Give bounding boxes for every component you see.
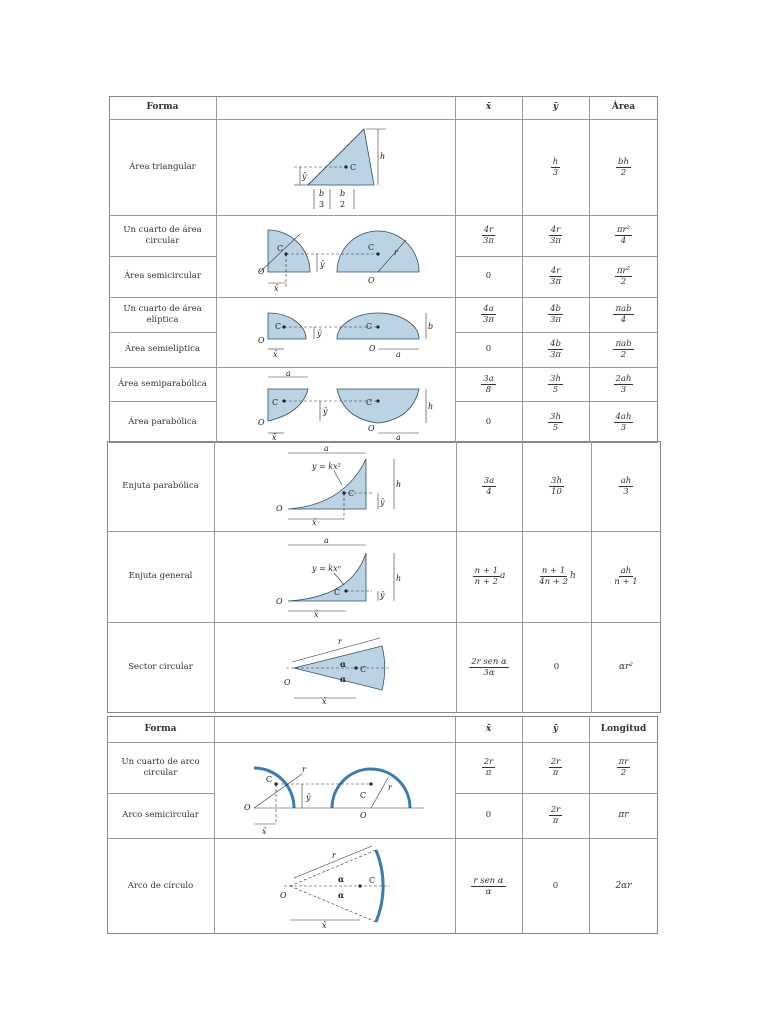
svg-text:r: r: [394, 248, 398, 257]
lines-header-length: Longitud: [600, 723, 647, 734]
svg-text:O: O: [276, 597, 283, 606]
semicircle-ybar: $\frac{4r}{3\pi}$: [550, 266, 561, 287]
svg-text:b: b: [340, 189, 346, 198]
quarter-arc-xbar: $\frac{2r}{\pi}$: [483, 757, 494, 778]
quarter-circle-area: $\frac{\text{πr²}}{4}$: [616, 225, 631, 246]
row-name-quarter-circle: Un cuarto de área circular: [123, 224, 202, 246]
parabolic-spandrel-ybar: $\frac{3h}{10}$: [551, 475, 562, 497]
diagram-parabolic-areas: [216, 367, 455, 443]
svg-text:y = kx²: y = kx²: [312, 462, 341, 471]
svg-text:x̄: x̄: [274, 284, 279, 293]
semicircular-arc-ybar: $\frac{2r}{\pi}$: [550, 805, 561, 826]
svg-text:r: r: [338, 637, 342, 646]
svg-text:b: b: [428, 322, 434, 331]
svg-text:O: O: [360, 811, 367, 820]
svg-text:ȳ: ȳ: [380, 498, 385, 507]
svg-text:O: O: [258, 418, 265, 427]
row-name-semiparabolic: Área semiparabólica: [118, 378, 207, 389]
svg-text:a: a: [324, 444, 329, 453]
row-name-quarter-ellipse: Un cuarto de área elíptica: [123, 303, 202, 325]
semicircle-area: $\frac{\text{πr²}}{2}$: [616, 266, 631, 287]
row-name-semicircle: Área semicircular: [124, 271, 201, 281]
svg-text:C: C: [366, 398, 373, 407]
svg-text:C: C: [277, 244, 284, 253]
row-name-circular-sector: Sector circular: [128, 662, 193, 672]
svg-text:O: O: [369, 344, 376, 353]
circle-arc-length: 2αr: [615, 880, 632, 891]
svg-text:ȳ: ȳ: [302, 172, 307, 181]
svg-text:x̄: x̄: [322, 921, 327, 930]
circular-sector-xbar: $\frac{\text{2r sen α}}{3\alpha}$: [471, 657, 507, 678]
row-name-quarter-arc: Un cuarto de arco circular: [121, 756, 200, 778]
svg-text:h: h: [396, 574, 402, 583]
circular-sector-area: αr²: [619, 662, 633, 672]
svg-text:ȳ: ȳ: [306, 793, 311, 802]
svg-text:C: C: [348, 489, 355, 498]
svg-text:h: h: [428, 402, 434, 411]
svg-text:h: h: [396, 480, 402, 489]
semiparabolic-ybar: $\frac{3h}{5}$: [550, 373, 561, 395]
parabolic-area: $\frac{4ah}{3}$: [615, 411, 632, 433]
row-name-general-spandrel: Enjuta general: [128, 571, 193, 581]
diagram-arc-of-circle: [214, 838, 455, 934]
semiellipse-area: $\frac{\text{πab}}{2}$: [615, 339, 632, 360]
svg-text:r: r: [332, 851, 336, 860]
svg-text:x̄: x̄: [272, 433, 277, 442]
row-name-circle-arc: Arco de círculo: [127, 880, 194, 891]
diagram-general-spandrel: [214, 531, 456, 622]
svg-text:α: α: [340, 659, 347, 669]
svg-text:O: O: [276, 504, 283, 513]
quarter-ellipse-xbar: $\frac{4a}{3\pi}$: [483, 304, 494, 325]
general-spandrel-area: $\frac{ah}{n + 1}$: [614, 566, 638, 587]
row-name-parabolic: Área parabólica: [128, 416, 197, 427]
circular-sector-ybar: 0: [553, 662, 560, 672]
diagram-circle-areas: [216, 215, 455, 297]
semiparabolic-xbar: $\frac{3a}{8}$: [483, 373, 494, 395]
svg-text:C: C: [272, 398, 279, 407]
semicircular-arc-length: πr: [618, 810, 629, 820]
diagram-circular-sector: [214, 622, 456, 713]
row-name-semiellipse: Área semielíptica: [124, 344, 201, 354]
svg-text:a: a: [396, 350, 401, 359]
svg-text:b: b: [319, 189, 325, 198]
svg-text:ȳ: ȳ: [380, 591, 385, 600]
header-xbar: x̄: [485, 102, 492, 112]
svg-text:2: 2: [340, 200, 346, 209]
svg-text:ȳ: ȳ: [317, 329, 322, 338]
svg-text:C: C: [360, 665, 367, 674]
row-name-triangular: Área triangular: [129, 161, 196, 172]
svg-text:C: C: [360, 791, 367, 800]
svg-text:O: O: [368, 424, 375, 433]
quarter-arc-ybar: $\frac{2r}{\pi}$: [550, 757, 561, 778]
svg-text:x̄: x̄: [273, 350, 278, 359]
semicircular-arc-xbar: 0: [485, 810, 492, 820]
parabolic-spandrel-xbar: $\frac{3a}{4}$: [483, 475, 495, 497]
svg-text:O: O: [368, 276, 375, 285]
svg-text:x̄: x̄: [314, 610, 319, 619]
svg-text:O: O: [280, 891, 287, 900]
svg-text:ȳ: ȳ: [323, 407, 328, 416]
svg-text:x̄: x̄: [322, 697, 327, 706]
svg-text:3: 3: [319, 200, 325, 209]
diagram-ellipse-areas: [216, 297, 455, 367]
row-name-parabolic-spandrel: Enjuta parabólica: [122, 480, 199, 491]
svg-text:C: C: [366, 322, 373, 331]
svg-text:a: a: [324, 536, 329, 545]
svg-text:α: α: [340, 674, 347, 684]
semiellipse-xbar: 0: [485, 344, 492, 354]
svg-text:α: α: [338, 874, 345, 884]
semicircle-xbar: 0: [485, 271, 492, 281]
svg-text:r: r: [302, 765, 306, 774]
svg-text:r: r: [388, 783, 392, 792]
general-spandrel-xbar: $\frac{n + 1}{n + 2}$ a: [474, 566, 506, 587]
general-spandrel-ybar: $\frac{n + 1}{4n + 2}$ h: [539, 566, 576, 587]
svg-text:O: O: [244, 803, 251, 812]
svg-text:a: a: [286, 369, 291, 378]
svg-text:x̄: x̄: [312, 518, 317, 527]
svg-text:O: O: [258, 267, 265, 276]
quarter-ellipse-ybar: $\frac{4b}{3\pi}$: [550, 304, 561, 325]
svg-text:O: O: [284, 678, 291, 687]
svg-text:h: h: [380, 152, 386, 161]
header-ybar: ȳ: [552, 102, 559, 112]
parabolic-xbar: 0: [485, 416, 492, 427]
lines-header-xbar: x̄: [485, 723, 492, 734]
svg-text:C: C: [266, 775, 273, 784]
diagram-circle-arcs: [214, 742, 455, 838]
svg-text:C: C: [368, 243, 375, 252]
parabolic-ybar: $\frac{3h}{5}$: [550, 411, 561, 433]
quarter-arc-length: $\frac{\pi r}{2}$: [618, 757, 629, 778]
svg-text:O: O: [258, 336, 265, 345]
svg-text:y = kxⁿ: y = kxⁿ: [312, 564, 341, 573]
parabolic-spandrel-area: $\frac{ah}{3}$: [620, 475, 632, 497]
diagram-triangular-area: [216, 119, 455, 215]
svg-text:x̄: x̄: [262, 827, 267, 836]
row-name-semicircular-arc: Arco semicircular: [122, 810, 199, 820]
lines-header-forma: Forma: [144, 723, 177, 734]
svg-text:C: C: [369, 876, 376, 885]
svg-text:a: a: [396, 433, 401, 442]
svg-text:ȳ: ȳ: [320, 260, 325, 269]
header-area: Área: [611, 102, 636, 112]
lines-header-ybar: ȳ: [552, 723, 559, 734]
svg-text:C: C: [350, 163, 357, 172]
circle-arc-xbar: $\frac{\text{r sen α}}{\alpha}$: [473, 875, 504, 897]
semiparabolic-area: $\frac{2ah}{3}$: [615, 373, 632, 395]
quarter-circle-xbar: $\frac{4r}{3\pi}$: [483, 225, 494, 246]
diagram-parabolic-spandrel: [214, 441, 456, 531]
quarter-ellipse-area: $\frac{\text{πab}}{4}$: [615, 304, 632, 325]
quarter-circle-ybar: $\frac{4r}{3\pi}$: [550, 225, 561, 246]
triangular-ybar: $\frac{h}{3}$: [552, 156, 559, 178]
semiellipse-ybar: $\frac{4b}{3\pi}$: [550, 339, 561, 360]
svg-text:C: C: [334, 588, 341, 597]
triangular-area: $\frac{bh}{2}$: [618, 156, 629, 178]
circle-arc-ybar: 0: [552, 880, 559, 891]
svg-text:C: C: [275, 322, 282, 331]
svg-text:α: α: [338, 890, 345, 900]
header-forma: Forma: [146, 102, 179, 112]
